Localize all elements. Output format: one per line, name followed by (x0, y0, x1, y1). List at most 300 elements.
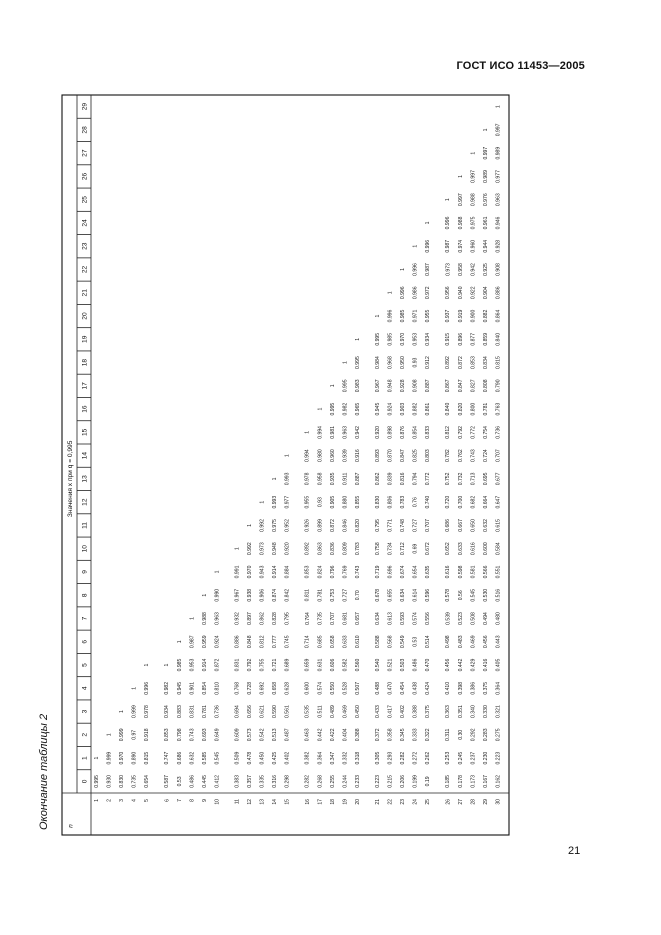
table-cell: 0.743 (189, 728, 196, 742)
table-cell: 0.796 (329, 565, 336, 579)
table-cell: 0.582 (342, 658, 349, 672)
column-header: 20 (81, 312, 89, 320)
table-cell: 0.53 (176, 776, 183, 787)
table-cell: 0.678 (375, 588, 381, 602)
table-cell: 0.724 (482, 449, 489, 463)
table-cell: 0.965 (354, 402, 361, 416)
table-cell: 0.781 (201, 705, 208, 718)
table-cell: 0.695 (482, 472, 489, 486)
table-cell: 0.811 (304, 589, 311, 602)
table-cell: 0.970 (247, 565, 254, 579)
table-cell: 0.728 (247, 681, 254, 695)
table-cell: 0.997 (482, 146, 489, 160)
table-cell: 0.443 (495, 635, 502, 649)
table-cell: 0.809 (342, 542, 349, 556)
table-cell: 0.463 (304, 728, 311, 742)
table-cell: 0.255 (329, 774, 336, 788)
table-cell: 0.882 (482, 309, 489, 323)
table-cell: 0.781 (317, 588, 324, 602)
table-cell: 0.740 (425, 495, 432, 509)
table-svg (62, 95, 509, 835)
table-cell: 0.316 (272, 774, 279, 788)
table-cell: 0.357 (247, 774, 254, 788)
table-cell: 0.616 (470, 542, 477, 556)
table-cell: 0.971 (412, 309, 419, 323)
table-cell: 0.530 (482, 588, 489, 602)
table-cell: 0.862 (375, 472, 381, 486)
table-cell: 0.758 (375, 542, 381, 556)
table-cell: 0.928 (495, 239, 502, 253)
table-cell: 0.963 (214, 612, 221, 625)
row-number: 30 (495, 799, 502, 805)
row-number: 7 (176, 799, 183, 802)
table-cell: 0.692 (259, 681, 266, 695)
table-cell: 0.422 (329, 728, 336, 742)
table-cell: 0.985 (176, 658, 183, 672)
table-cell: 0.827 (470, 379, 477, 393)
table-cell: 0.853 (304, 565, 311, 579)
table-cell: 0.899 (317, 519, 324, 532)
table-cell: 0.953 (412, 332, 419, 346)
row-number: 19 (342, 799, 349, 805)
table-cell: 0.882 (412, 402, 419, 416)
table-cell: 0.30 (457, 729, 464, 740)
table-cell: 1 (106, 733, 113, 737)
table-cell: 0.199 (412, 774, 419, 788)
table-cell: 0.417 (387, 705, 394, 718)
table-cell: 0.840 (445, 402, 452, 416)
table-cell: 0.494 (482, 612, 489, 625)
table-cell: 0.870 (387, 449, 394, 463)
row-number: 12 (247, 799, 254, 805)
table-cell: 0.999 (119, 728, 126, 742)
table-cell: 0.806 (387, 495, 394, 509)
table-cell: 0.992 (259, 519, 266, 532)
table-cell: 0.781 (482, 402, 489, 416)
table-cell: 0.989 (482, 170, 489, 183)
table-cell: 1 (247, 524, 254, 527)
table-cell: 0.551 (495, 565, 502, 579)
table-cell: 0.794 (412, 472, 419, 486)
table-cell: 0.523 (457, 612, 464, 625)
table-cell: 0.884 (284, 565, 291, 579)
table-cell: 0.727 (342, 588, 349, 602)
table-cell: 0.606 (329, 658, 336, 672)
table-cell: 0.975 (272, 519, 279, 532)
table-cell: 0.634 (375, 612, 381, 625)
table-cell: 0.693 (201, 728, 208, 742)
table-cell: 0.795 (375, 519, 381, 532)
table-cell: 0.960 (470, 239, 477, 253)
table-cell: 0.914 (201, 658, 208, 672)
table-cell: 0.859 (482, 332, 489, 346)
table-cell: 0.215 (387, 774, 394, 788)
table-cell: 0.918 (144, 728, 151, 742)
column-header: 9 (81, 570, 89, 574)
table-cell: 0.685 (317, 635, 324, 649)
table-cell: 0.996 (144, 681, 151, 695)
table-cell: 0.93 (412, 357, 419, 368)
row-number: 26 (445, 799, 452, 805)
table-cell: 0.874 (272, 588, 279, 602)
column-header: 22 (81, 265, 89, 274)
table-cell: 0.925 (482, 263, 489, 276)
table-cell: 0.613 (387, 612, 394, 625)
table-cell: 0.283 (482, 728, 489, 742)
table-cell: 0.382 (304, 751, 311, 765)
table-cell: 0.410 (445, 681, 452, 695)
table-cell: 0.978 (304, 472, 311, 486)
table-cell: 0.610 (354, 635, 361, 649)
table-cell: 0.900 (470, 309, 477, 323)
table-cell: 0.486 (189, 774, 196, 788)
table-cell: 0.237 (470, 751, 477, 765)
table-cell: 0.987 (425, 263, 432, 276)
table-cell: 0.364 (317, 751, 324, 765)
table-cell: 0.887 (425, 379, 432, 393)
column-header: 14 (81, 451, 89, 460)
table-cell: 0.566 (482, 565, 489, 579)
column-header: 28 (81, 126, 89, 134)
table-cell: 0.614 (412, 588, 419, 602)
table-cell: 0.988 (457, 216, 464, 230)
table-cell: 0.848 (247, 635, 254, 649)
table-cell: 0.712 (400, 542, 407, 556)
column-group-title: Значения x при q = 0,995 (67, 440, 74, 518)
table-cell: 0.686 (176, 751, 183, 765)
table-cell: 0.982 (342, 402, 349, 416)
table-cell: 0.924 (214, 635, 221, 649)
table-cell: 1 (234, 547, 241, 551)
table-cell: 0.978 (144, 705, 151, 718)
column-header: 17 (81, 382, 89, 390)
column-header: 18 (81, 358, 89, 367)
table-cell: 1 (164, 663, 171, 667)
column-header: 10 (81, 545, 89, 553)
table-cell: 1 (214, 570, 221, 574)
table-cell: 0.997 (470, 170, 477, 183)
table-cell: 1 (482, 128, 489, 132)
column-header: 23 (81, 242, 89, 250)
table-cell: 0.535 (304, 705, 311, 718)
table-cell: 0.901 (189, 681, 196, 695)
table-cell: 0.456 (482, 635, 489, 649)
table-cell: 0.503 (400, 658, 407, 672)
table-cell: 0.855 (354, 495, 361, 509)
table-cell: 0.945 (375, 402, 381, 416)
row-number: 15 (284, 799, 291, 805)
table-cell: 0.854 (412, 425, 419, 439)
table-cell: 0.514 (425, 635, 432, 649)
table-cell: 0.268 (317, 774, 324, 788)
table-cell: 1 (189, 617, 196, 620)
table-cell: 0.939 (342, 449, 349, 463)
table-cell: 0.719 (375, 565, 381, 579)
table-cell: 0.416 (482, 658, 489, 672)
table-cell: 0.828 (272, 612, 279, 625)
table-cell: 0.539 (445, 612, 452, 625)
table-cell: 0.340 (470, 705, 477, 718)
table-cell: 0.616 (445, 565, 452, 579)
table-cell: 0.977 (495, 170, 502, 183)
table-cell: 0.655 (387, 588, 394, 602)
table-cell: 0.945 (176, 681, 183, 695)
table-cell: 0.681 (342, 612, 349, 625)
table-cell: 0.772 (425, 472, 432, 486)
column-header: 8 (81, 593, 89, 598)
table-cell: 0.445 (201, 774, 208, 788)
table-cell: 0.584 (495, 542, 502, 556)
table-cell: 0.272 (412, 751, 419, 765)
table-cell: 0.924 (387, 402, 394, 416)
table-cell: 0.987 (189, 635, 196, 649)
table-cell: 0.568 (387, 635, 394, 649)
column-header: 16 (81, 405, 89, 413)
table-cell: 0.388 (412, 705, 419, 718)
table-cell: 0.906 (259, 588, 266, 602)
table-cell: 0.834 (482, 356, 489, 369)
table-cell: 0.993 (272, 495, 279, 509)
table-cell: 0.588 (375, 635, 381, 649)
table-cell: 0.689 (284, 658, 291, 672)
table-cell: 0.914 (272, 565, 279, 579)
table-cell: 0.424 (425, 681, 432, 695)
table-cell: 0.790 (495, 379, 502, 393)
table-cell: 0.682 (470, 495, 477, 509)
table-cell: 0.97 (131, 729, 138, 740)
table-cell: 0.298 (284, 774, 291, 788)
table-cell: 0.853 (470, 356, 477, 369)
table-cell: 0.920 (375, 425, 381, 439)
row-number: 11 (234, 799, 241, 805)
table-cell: 0.664 (482, 495, 489, 509)
table-cell: 1 (119, 710, 126, 713)
table-cell: 0.736 (214, 705, 221, 718)
table-cell: 0.800 (470, 402, 477, 416)
table-cell: 0.919 (457, 309, 464, 323)
table-cell: 0.587 (164, 774, 171, 788)
table-cell: 0.988 (201, 612, 208, 625)
table-cell: 0.487 (284, 728, 291, 742)
table-cell: 0.550 (329, 681, 336, 695)
table-cell: 0.970 (400, 332, 407, 346)
table-cell: 1 (284, 454, 291, 458)
table-cell: 0.404 (342, 728, 349, 742)
table-cell: 0.912 (425, 356, 432, 369)
table-cell: 0.768 (234, 681, 241, 695)
table-cell: 0.992 (247, 542, 254, 556)
table-cell: 0.977 (284, 495, 291, 509)
table-cell: 0.433 (375, 705, 381, 718)
table-cell: 0.388 (354, 728, 361, 742)
table-cell: 0.727 (412, 519, 419, 532)
row-number: 17 (317, 799, 324, 805)
table-cell: 0.347 (329, 751, 336, 765)
table-cell: 0.958 (457, 263, 464, 276)
table-cell: 0.528 (342, 681, 349, 695)
table-cell: 0.513 (272, 728, 279, 742)
table-cell: 0.456 (445, 658, 452, 672)
table-cell: 0.980 (317, 449, 324, 463)
table-cell: 0.442 (317, 728, 324, 742)
table-cell: 0.560 (354, 658, 361, 672)
table-cell: 1 (387, 291, 394, 295)
table-cell: 0.375 (482, 681, 489, 695)
table-cell: 0.656 (247, 705, 254, 718)
row-number: 24 (412, 799, 419, 805)
table-cell: 0.932 (234, 612, 241, 625)
table-cell: 1 (425, 221, 432, 225)
table-cell: 0.893 (375, 449, 381, 463)
table-cell: 0.574 (317, 681, 324, 695)
table-cell: 0.694 (234, 705, 241, 718)
table-cell: 0.470 (387, 681, 394, 695)
table-cell: 0.632 (482, 519, 489, 532)
table-cell: 0.322 (425, 728, 432, 742)
table-cell: 0.282 (400, 751, 407, 765)
table-cell: 1 (375, 314, 381, 318)
table-cell: 0.332 (342, 751, 349, 765)
table-cell: 0.69 (412, 543, 419, 554)
table-cell: 0.578 (445, 588, 452, 602)
table-cell: 0.911 (342, 472, 349, 486)
table-cell: 0.345 (400, 728, 407, 742)
row-number: 9 (201, 799, 208, 802)
table-cell: 0.948 (272, 542, 279, 556)
row-number: 6 (164, 799, 171, 802)
table-cell: 0.820 (354, 519, 361, 532)
table-cell: 0.469 (342, 705, 349, 718)
table-cell: 1 (144, 663, 151, 667)
row-number: 28 (470, 799, 477, 805)
table-cell: 0.654 (412, 565, 419, 579)
row-number: 13 (259, 799, 266, 805)
table-cell: 0.600 (482, 542, 489, 556)
row-number: 16 (304, 799, 311, 805)
row-number: 1 (94, 799, 100, 802)
table-cell: 0.600 (304, 681, 311, 695)
row-number: 29 (482, 799, 489, 805)
table-cell: 1 (495, 105, 502, 109)
table-cell: 0.886 (234, 635, 241, 649)
table-cell: 0.967 (234, 588, 241, 602)
table-cell: 0.658 (272, 681, 279, 695)
column-header: 27 (81, 149, 89, 157)
table-cell: 0.593 (400, 612, 407, 625)
table-cell: 0.262 (425, 751, 432, 765)
table-cell: 0.831 (189, 705, 196, 718)
table-cell: 0.944 (482, 239, 489, 253)
table-cell: 0.743 (354, 565, 361, 579)
table-cell: 0.707 (495, 449, 502, 463)
table-cell: 0.820 (457, 402, 464, 416)
table-cell: 1 (329, 384, 336, 388)
table-cell: 0.556 (425, 612, 432, 625)
row-number: 3 (119, 799, 126, 802)
table-cell: 0.652 (445, 542, 452, 556)
table-cell: 0.714 (304, 635, 311, 649)
table-cell: 0.994 (317, 425, 324, 439)
row-number: 5 (144, 799, 151, 802)
table-cell: 0.872 (457, 356, 464, 369)
table-cell: 0.943 (259, 565, 266, 579)
row-number: 23 (400, 799, 407, 805)
table-cell: 0.938 (247, 588, 254, 602)
table-cell: 0.282 (304, 774, 311, 788)
table-cell: 0.754 (482, 425, 489, 439)
table-cell: 0.887 (354, 472, 361, 486)
table-cell: 0.970 (119, 751, 126, 765)
table-cell: 0.904 (482, 286, 489, 300)
table-cell: 0.707 (425, 519, 432, 532)
table-cell: 0.53 (412, 636, 419, 647)
table-cell: 0.438 (412, 681, 419, 695)
table-cell: 0.981 (329, 425, 336, 439)
table-cell: 0.631 (317, 658, 324, 672)
table-cell: 0.993 (284, 472, 291, 486)
table-cell: 0.755 (259, 658, 266, 672)
table-cell: 0.995 (354, 356, 361, 369)
table-cell: 1 (176, 640, 183, 644)
table-cell: 0.762 (457, 449, 464, 463)
table-cell: 0.861 (425, 402, 432, 416)
column-header: 1 (81, 756, 89, 760)
table-cell: 0.973 (445, 263, 452, 276)
table-cell: 0.950 (400, 356, 407, 369)
table-cell: 0.959 (201, 635, 208, 649)
column-header: 11 (81, 522, 89, 529)
row-number: 10 (214, 799, 221, 805)
table-cell: 0.840 (495, 332, 502, 346)
column-header: 2 (81, 732, 89, 737)
table-cell: 0.973 (259, 542, 266, 556)
table-cell: 0.478 (247, 751, 254, 765)
table-cell: 0.772 (470, 425, 477, 439)
table-cell: 0.649 (214, 728, 221, 742)
table-cell: 0.634 (400, 588, 407, 602)
table-cell: 0.956 (445, 286, 452, 300)
table-cell: 0.976 (482, 193, 489, 207)
column-header: 29 (81, 102, 89, 111)
table-cell: 0.700 (457, 495, 464, 509)
table-cell: 0.383 (234, 774, 241, 788)
table-cell: 0.940 (457, 286, 464, 300)
table-cell: 0.508 (470, 612, 477, 625)
column-header: 4 (81, 686, 89, 691)
table-cell: 0.633 (457, 542, 464, 556)
table-cell: 0.598 (457, 565, 464, 579)
table-cell: 0.915 (445, 332, 452, 346)
table-cell: 0.877 (470, 332, 477, 346)
table-cell: 0.935 (329, 472, 336, 486)
table-cell: 0.509 (234, 751, 241, 765)
table-cell: 0.985 (400, 309, 407, 323)
table-cell: 0.647 (495, 495, 502, 509)
table-cell: 0.995 (329, 402, 336, 416)
table-cell: 0.223 (375, 774, 381, 788)
table-cell: 0.783 (400, 495, 407, 509)
table-cell: 0.816 (400, 472, 407, 486)
table-cell: 0.375 (425, 705, 432, 718)
table-cell: 0.450 (259, 751, 266, 765)
table-cell: 0.275 (495, 728, 502, 742)
table-cell: 1 (445, 198, 452, 202)
table-cell: 0.425 (272, 751, 279, 765)
table-cell: 0.545 (214, 751, 221, 765)
table-cell: 0.830 (119, 774, 126, 788)
table-cell: 0.833 (425, 425, 432, 439)
table-cell: 0.318 (354, 751, 361, 765)
